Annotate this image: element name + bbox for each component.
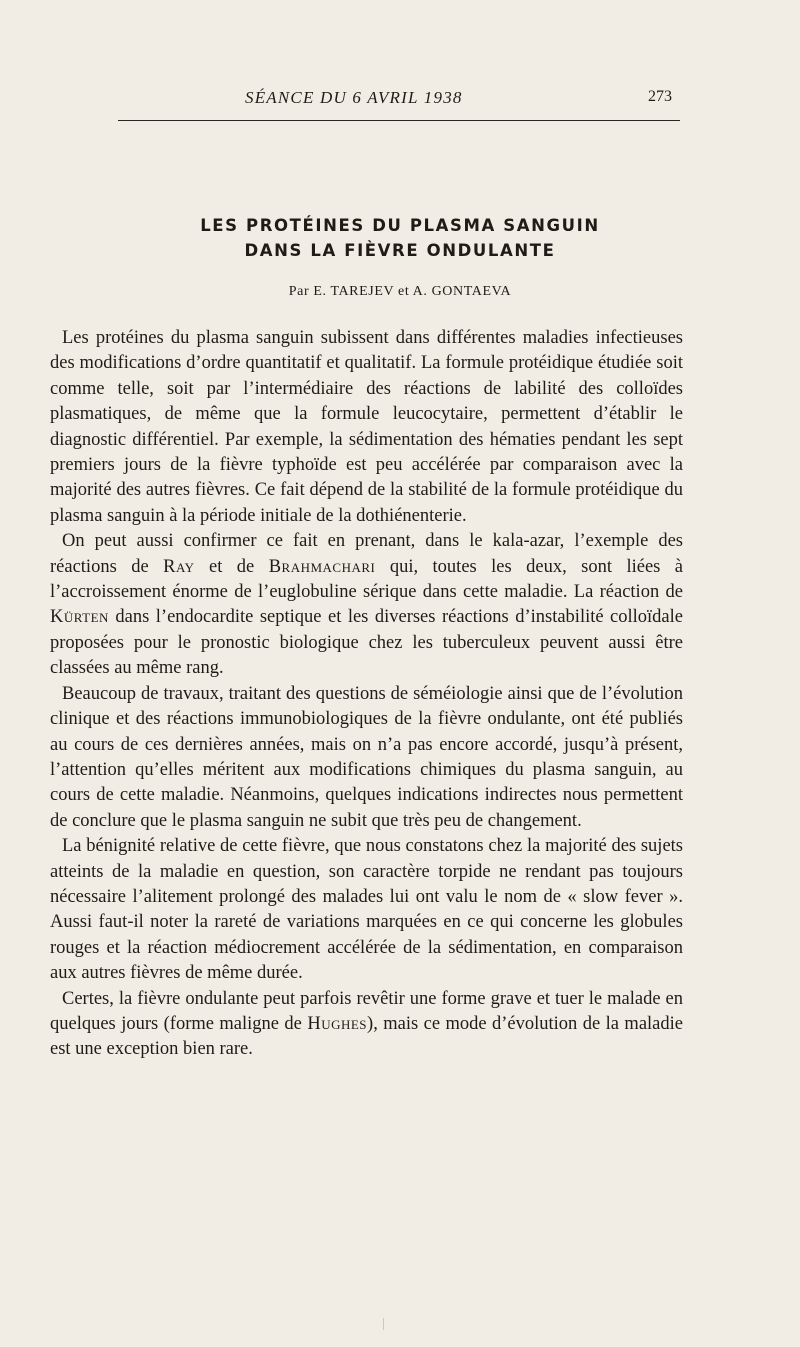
paragraph-2 (50, 529, 683, 681)
paragraph-3: Beaucoup de travaux, traitant des questions de séméiologie ainsi que de l’évolution clinique et des réactions immunobiologiques de la fièvre ondulante, ont été publiés au cours de ces dernières années, mais on n’a pas encore accordé, jusqu’à présent, l’attention qu’elles méritent aux modifications chimiques du plasma sanguin, au cours de cette maladie. Néanmoins, quelques indications indirectes nous permettent de conclure que le plasma sanguin ne subit que très peu de changement. (50, 683, 683, 831)
paragraph-5-text-b: ), mais ce mode d’évolution de la maladie est une exception bien rare. (50, 1013, 683, 1060)
page-number: 273 (648, 88, 672, 105)
running-head-title: SÉANCE DU 6 AVRIL 1938 (245, 88, 463, 107)
paragraph-2-text-b: et de (194, 556, 269, 577)
article-body (50, 326, 683, 1063)
running-head (0, 88, 800, 112)
paragraph-5-text-a: Certes, la fièvre ondulante peut parfois revêtir une forme grave et tuer le malade en quelques jours (forme maligne de (50, 988, 683, 1034)
paragraph-5 (50, 987, 683, 1063)
author-name-brahmachari: Brahmachari (268, 556, 376, 577)
author-name-kurten: Kürten (50, 607, 109, 628)
paragraph-2-text-d: dans l’endocardite septique et les diverses réactions d’instabilité colloïdale proposées pour le pronostic biologique chez les tuberculeux peuvent aussi être classées au même rang. (50, 607, 683, 679)
paragraph-1: Les protéines du plasma sanguin subissent dans différentes maladies infectieuses des modifications d’ordre quantitatif et qualitatif. La formule protéidique étudiée soit comme telle, soit par l’intermédiaire des réactions de labilité des colloïdes plasmatiques, de même que la formule leucocytaire, permettent d’établir le diagnostic différentiel. Par exemple, la sédimentation des hématies pendant les sept premiers jours de la fièvre typhoïde est peu accélérée par comparaison avec la majorité des autres fièvres. Ce fait dépend de la stabilité de la formule protéidique du plasma sanguin à la période initiale de la dothiénenterie. (50, 328, 683, 526)
page-bottom-mark (383, 1318, 384, 1330)
header-rule (118, 120, 680, 121)
article-title (0, 213, 800, 263)
author-name-hughes: Hughes (307, 1013, 368, 1034)
paragraph-4: La bénignité relative de cette fièvre, que nous constatons chez la majorité des sujets atteints de la maladie en question, son caractère torpide ne rendant pas toujours nécessaire l’alitement prolongé des malades lui ont valu le nom de « slow fever ». Aussi faut-il noter la rareté de variations marquées en ce qui concerne les globules rouges et la réaction médiocrement accélérée de la sédimentation, en comparaison aux autres fièvres de même durée. (50, 836, 683, 984)
paragraph-2-text-a: On peut aussi confirmer ce fait en prenant, dans le kala-azar, l’exemple des réactions de (50, 531, 683, 577)
author-name-ray: Ray (163, 556, 195, 577)
article-title-line-2: DANS LA FIÈVRE ONDULANTE (244, 241, 556, 260)
article-title-line-1: LES PROTÉINES DU PLASMA SANGUIN (200, 216, 600, 235)
paragraph-2-text-c: qui, toutes les deux, sont liées à l’accroissement énorme de l’euglobuline sérique dans cette maladie. La réaction de (50, 556, 684, 603)
article-byline: Par E. TAREJEV et A. GONTAEVA (288, 284, 512, 299)
